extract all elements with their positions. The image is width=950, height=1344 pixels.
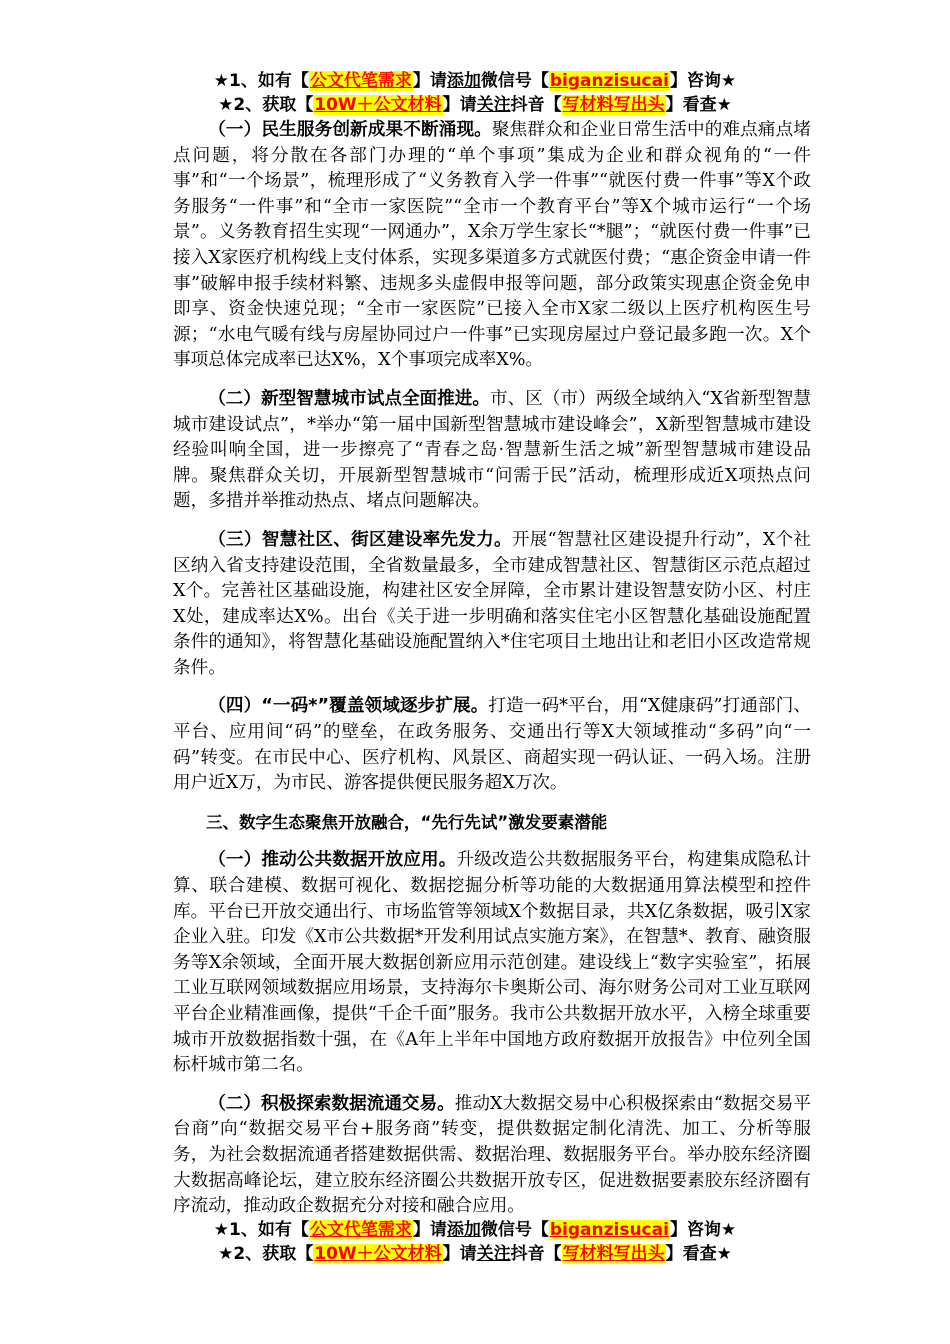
paragraph bbox=[173, 848, 811, 1078]
banner-text: ★2、获取【 bbox=[218, 1244, 314, 1264]
banner-text: 】咨询★ bbox=[669, 71, 737, 91]
banner-highlight: 公文代笔需求 bbox=[309, 71, 412, 91]
banner-text: 抖音【 bbox=[510, 1244, 562, 1264]
paragraph-text: 打造一码*平台，用“X健康码”打通部门、平台、应用间“码”的壁垒，在政务服务、交通出行等X大领域推动“多码”向“一码”转变。在市民中心、医疗机构、风景区、商超实现一码认证、一码入场。注册用户近X万，为市民、游客提供便民服务超X万次。 bbox=[173, 696, 811, 794]
banner-highlight: 公文代笔需求 bbox=[309, 1220, 412, 1240]
paragraph-text: 市、区（市）两级全域纳入“X省新型智慧城市建设试点”，*举办“第一届中国新型智慧城市建设峰会”，X新型智慧城市建设经验叫响全国，进一步擦亮了“青春之岛·智慧新生活之城”新型智慧城市建设品牌。聚焦群众关切，开展新型智慧城市“问需于民”活动，梳理形成近X项热点问题，多措并举推动热点、堵点问题解决。 bbox=[173, 388, 811, 512]
banner-underline: 关注 bbox=[476, 1244, 511, 1264]
paragraph-heading: （一）推动公共数据开放应用。 bbox=[208, 850, 457, 871]
banner-highlight: biganzisucai bbox=[549, 1220, 669, 1240]
top-banner-line-1 bbox=[0, 70, 950, 92]
banner-text: 】请 bbox=[442, 1244, 477, 1264]
banner-highlight: biganzisucai bbox=[549, 71, 669, 91]
banner-text: 】咨询★ bbox=[669, 1220, 737, 1240]
banner-text: ★2、获取【 bbox=[218, 95, 314, 115]
paragraph-heading: （二）新型智慧城市试点全面推进。 bbox=[208, 388, 491, 409]
banner-text: 微信号【 bbox=[480, 71, 549, 91]
paragraph bbox=[173, 118, 811, 374]
banner-text: ★1、如有【 bbox=[213, 71, 309, 91]
banner-underline: 关注 bbox=[476, 95, 511, 115]
bottom-banner-line-2 bbox=[0, 1243, 950, 1265]
paragraph-heading: （四）“一码*”覆盖领域逐步扩展。 bbox=[208, 696, 489, 717]
banner-underline: 添加 bbox=[446, 1220, 481, 1240]
paragraph bbox=[173, 528, 811, 682]
paragraph-text: 开展“智慧社区建设提升行动”，X个社区纳入省支持建设范围，全省数量最多，全市建成智慧社区、智慧街区示范点超过X个。完善社区基础设施，构建社区安全屏障，全市累计建设智慧安防小区、村庄X处，建成率达X%。出台《关于进一步明确和落实住宅小区智慧化基础设施配置条件的通知》，将智慧化基础设施配置纳入*住宅项目土地出让和老旧小区改造常规条件。 bbox=[173, 529, 811, 678]
section-title: 三、数字生态聚焦开放融合，“先行先试”激发要素潜能 bbox=[206, 812, 608, 832]
paragraph bbox=[173, 387, 811, 515]
paragraph bbox=[173, 694, 811, 796]
banner-highlight: 写材料写出头 bbox=[562, 1244, 665, 1264]
banner-highlight: 写材料写出头 bbox=[562, 95, 665, 115]
paragraph-heading: （二）积极探索数据流通交易。 bbox=[208, 1093, 455, 1114]
paragraph-text: 升级改造公共数据服务平台，构建集成隐私计算、联合建模、数据可视化、数据挖掘分析等功能的大数据通用算法模型和控件库。平台已开放交通出行、市场监管等领域X个数据目录，共X亿条数据，吸引X家企业入驻。印发《X市公共数据*开发利用试点实施方案》，在智慧*、教育、融资服务等X余领域，全面开展大数据创新应用示范创建。建设线上“数字实验室”，拓展工业互联网领域数据应用场景，支持海尔卡奥斯公司、海尔财务公司对工业互联网平台企业精准画像，提供“千企千面”服务。我市公共数据开放水平，入榜全球重要城市开放数据指数十强，在《A年上半年中国地方政府数据开放报告》中位列全国标杆城市第二名。 bbox=[173, 850, 811, 1076]
banner-highlight: 10W＋公文材料 bbox=[314, 95, 442, 115]
banner-highlight: 10W＋公文材料 bbox=[314, 1244, 442, 1264]
bottom-banner-line-1 bbox=[0, 1219, 950, 1241]
paragraph bbox=[173, 1092, 811, 1220]
banner-text: 】看查★ bbox=[665, 95, 732, 115]
banner-text: 抖音【 bbox=[510, 95, 562, 115]
banner-underline: 添加 bbox=[446, 71, 481, 91]
paragraph-text: 推动X大数据交易中心积极探索由“数据交易平台商”向“数据交易平台+服务商”转变，提供数据定制化清洗、加工、分析等服务，为社会数据流通者搭建数据供需、数据治理、数据服务平台。举办胶东经济圈大数据高峰论坛，建立胶东经济圈公共数据开放专区，促进数据要素胶东经济圈有序流动，推动政企数据充分对接和融合应用。 bbox=[173, 1093, 811, 1217]
banner-text: 】请 bbox=[412, 71, 447, 91]
banner-text: 微信号【 bbox=[480, 1220, 549, 1240]
banner-text: 】看查★ bbox=[665, 1244, 732, 1264]
paragraph-text: 聚焦群众和企业日常生活中的难点痛点堵点问题，将分散在各部门办理的“单个事项”集成为企业和群众视角的“一件事”和“一个场景”，梳理形成了“义务教育入学一件事”“就医付费一件事”等X个政务服务“一件事”和“全市一家医院”“全市一个教育平台”等X个城市运行“一个场景”。义务教育招生实现“一网通办”，X余万学生家长“*腿”；“就医付费一件事”已接入X家医疗机构线上支付体系，实现多渠道多方式就医付费；“惠企资金申请一件事”破解申报手续材料繁、违规多头虚假申报等问题，部分政策实现惠企资金免申即享、资金快速兑现；“全市一家医院”已接入全市X家二级以上医疗机构医生号源；“水电气暖有线与房屋协同过户一件事”已实现房屋过户登记最多跑一次。X个事项总体完成率已达X%，X个事项完成率X%。 bbox=[173, 120, 811, 371]
top-banner-line-2 bbox=[0, 94, 950, 116]
banner-text: 】请 bbox=[442, 95, 477, 115]
paragraph-heading: （三）智慧社区、街区建设率先发力。 bbox=[208, 529, 512, 550]
paragraph-heading: （一）民生服务创新成果不断涌现。 bbox=[208, 120, 492, 140]
document-body bbox=[173, 118, 811, 1233]
banner-text: 】请 bbox=[412, 1220, 447, 1240]
banner-text: ★1、如有【 bbox=[213, 1220, 309, 1240]
